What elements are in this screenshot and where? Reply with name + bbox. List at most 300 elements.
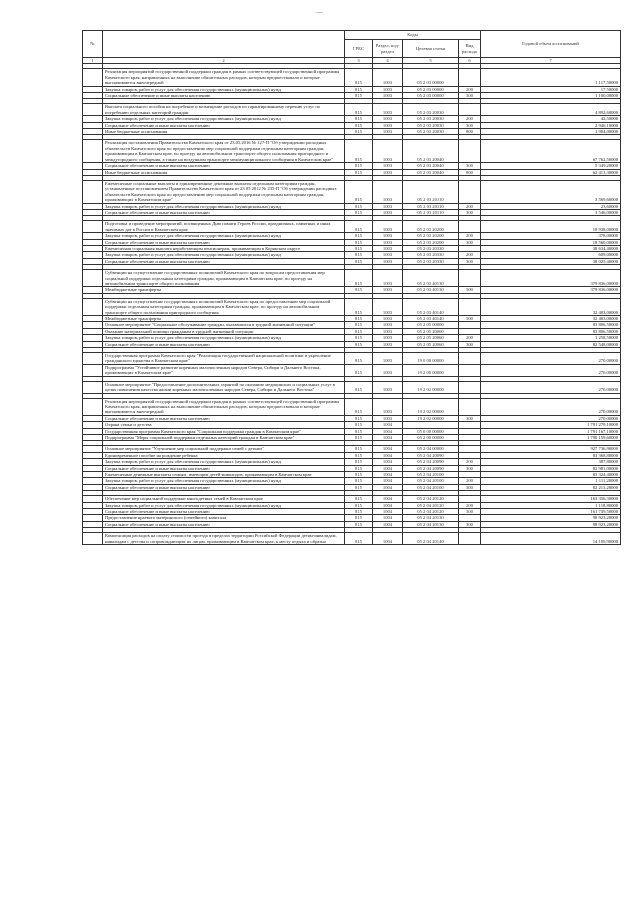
target-article-cell: 05 2 03 20200 xyxy=(403,239,459,245)
razdel-cell: 1004 xyxy=(373,496,403,502)
target-article-cell: 05 2 03 20030 xyxy=(403,104,459,116)
expense-name-cell: Охрана семьи и детства xyxy=(103,422,345,428)
grbs-cell: 815 xyxy=(345,221,373,233)
target-article-cell: 19 2 02 00000 xyxy=(403,398,459,415)
col-header-razdel: Раздел, под-раздел xyxy=(373,40,403,58)
target-article-cell: 05 2 04 20100 xyxy=(403,471,459,477)
col-header-num: № xyxy=(83,31,103,58)
expense-name-cell: Иные бюджетные ассигнования xyxy=(103,169,345,175)
grbs-cell: 815 xyxy=(345,381,373,393)
col-header-sum: Годовой объем ассигнований xyxy=(481,31,621,58)
target-article-cell: 05 2 03 00000 xyxy=(403,69,459,86)
amount-cell: 927 736,90000 xyxy=(481,446,621,452)
grbs-cell: 815 xyxy=(345,287,373,293)
col-index: 1 xyxy=(83,58,103,64)
amount-cell: 270,00000 xyxy=(481,353,621,365)
amount-cell: 83 806,50000 xyxy=(481,322,621,328)
razdel-cell: 1003 xyxy=(373,169,403,175)
col-index: 3 xyxy=(345,58,373,64)
razdel-cell: 1003 xyxy=(373,381,403,393)
expense-type-cell: 800 xyxy=(459,169,481,175)
amount-cell: 1 117,50000 xyxy=(481,69,621,86)
grbs-cell: 815 xyxy=(345,434,373,440)
grbs-cell: 815 xyxy=(345,484,373,490)
razdel-cell: 1003 xyxy=(373,93,403,99)
amount-cell: 32 403,00000 xyxy=(481,298,621,315)
grbs-cell: 815 xyxy=(345,69,373,86)
expense-type-cell: 300 xyxy=(459,521,481,527)
expense-name-cell: Подпрограмма "Устойчивое развитие коренных малочисленных народов Севера, Сибири и Дальнего Востока, проживающих в Камчатском крае" xyxy=(103,364,345,376)
expense-name-cell: Подготовка и проведение мероприятий, посвященных Дню памяти Героев России, праздничных, памятных и иных значимых дат в России и Камчатском крае xyxy=(103,221,345,233)
amount-cell: 1 790 159,60000 xyxy=(481,434,621,440)
razdel-cell: 1003 xyxy=(373,209,403,215)
razdel-cell: 1003 xyxy=(373,316,403,322)
row-number-cell xyxy=(83,69,103,86)
razdel-cell: 1003 xyxy=(373,415,403,421)
grbs-cell: 815 xyxy=(345,446,373,452)
target-article-cell: 05 2 03 20030 xyxy=(403,122,459,128)
target-article-cell: 05 2 04 20130 xyxy=(403,515,459,521)
expense-type-cell xyxy=(459,140,481,163)
amount-cell: 98 923,20000 xyxy=(481,515,621,521)
target-article-cell: 19 0 00 00000 xyxy=(403,353,459,365)
razdel-cell: 1003 xyxy=(373,233,403,239)
col-header-grbs: ГРБС xyxy=(345,40,373,58)
amount-cell: 1 100,00000 xyxy=(481,93,621,99)
expense-type-cell: 300 xyxy=(459,415,481,421)
row-number-cell xyxy=(83,180,103,203)
razdel-cell: 1003 xyxy=(373,322,403,328)
razdel-cell: 1003 xyxy=(373,163,403,169)
expense-name-cell: Закупка товаров, работ и услуг для обеспечения государственных (муниципальных) нужд xyxy=(103,478,345,484)
amount-cell: 270,00000 xyxy=(481,398,621,415)
expense-name-cell: Субвенции на осуществление государственных полномочий Камчатского края по предоставлению мер социальной поддержки отдельным категориям граждан, проживающим в Камчатском крае, по проезду на автомобильном транспорте общего пользования пригородного сообщения xyxy=(103,298,345,315)
target-article-cell: 05 2 03 20110 xyxy=(403,209,459,215)
expense-name-cell: Основное мероприятие "Социальное обслуживание граждан, оказавшихся в трудной жизненной ситуации" xyxy=(103,322,345,328)
expense-name-cell: Подпрограмма "Меры социальной поддержки отдельных категорий граждан в Камчатском крае" xyxy=(103,434,345,440)
expense-type-cell xyxy=(459,381,481,393)
expense-name-cell: Закупка товаров, работ и услуг для обеспечения государственных (муниципальных) нужд xyxy=(103,502,345,508)
expense-type-cell xyxy=(459,104,481,116)
expense-type-cell: 300 xyxy=(459,239,481,245)
target-article-cell: 05 2 04 20120 xyxy=(403,509,459,515)
expense-name-cell: Обеспечение мер социальной поддержки многодетных семей в Камчатском крае xyxy=(103,496,345,502)
amount-cell: 67 762,50000 xyxy=(481,140,621,163)
budget-table xyxy=(82,30,621,545)
target-article-cell: 05 2 03 20040 xyxy=(403,169,459,175)
table-row xyxy=(83,180,621,203)
expense-type-cell xyxy=(459,364,481,376)
amount-cell: 83 368,80000 xyxy=(481,452,621,458)
expense-type-cell: 500 xyxy=(459,316,481,322)
grbs-cell: 815 xyxy=(345,169,373,175)
expense-name-cell: Закупка товаров, работ и услуг для обеспечения государственных (муниципальных) нужд xyxy=(103,252,345,258)
target-article-cell: 05 2 00 00000 xyxy=(403,434,459,440)
col-index: 4 xyxy=(373,58,403,64)
target-article-cell: 05 2 04 20090 xyxy=(403,459,459,465)
col-header-vid: Вид расхода xyxy=(459,40,481,58)
expense-type-cell: 300 xyxy=(459,509,481,515)
amount-cell: 1 111,20000 xyxy=(481,478,621,484)
table-row xyxy=(83,69,621,86)
amount-cell: 32 403,00000 xyxy=(481,316,621,322)
expense-type-cell xyxy=(459,298,481,315)
razdel-cell: 1003 xyxy=(373,86,403,92)
target-article-cell: 05 2 04 20120 xyxy=(403,502,459,508)
row-number-cell xyxy=(83,270,103,287)
amount-cell: 379 836,00000 xyxy=(481,287,621,293)
target-article-cell: 05 2 03 00000 xyxy=(403,86,459,92)
grbs-cell: 815 xyxy=(345,233,373,239)
expense-type-cell: 300 xyxy=(459,209,481,215)
razdel-cell: 1003 xyxy=(373,180,403,203)
amount-cell: 98 923,20000 xyxy=(481,521,621,527)
grbs-cell: 815 xyxy=(345,86,373,92)
razdel-cell: 1004 xyxy=(373,484,403,490)
col-index: 5 xyxy=(403,58,459,64)
row-number-cell xyxy=(83,353,103,365)
expense-name-cell: Основное мероприятие "Улучшение мер социальной поддержки семей с детьми" xyxy=(103,446,345,452)
page-number: — xyxy=(316,8,323,16)
target-article-cell: 05 2 04 20100 xyxy=(403,478,459,484)
expense-name-cell: Реализация мероприятий государственной поддержки граждан в рамках соответствующей государственной программы Камчатского края, направленных на выполнение обязательных расходов, которым предшествовали и которые выплачиваются внеочередной xyxy=(103,398,345,415)
grbs-cell: 815 xyxy=(345,245,373,251)
expense-name-cell: Выплата социального пособия на погребение и возмещение расходов по гарантированному перечню услуг по погребению отдельных категорий граждан xyxy=(103,104,345,116)
expense-type-cell: 200 xyxy=(459,203,481,209)
expense-type-cell: 300 xyxy=(459,93,481,99)
razdel-cell: 1004 xyxy=(373,521,403,527)
target-article-cell: 05 2 03 20030 xyxy=(403,116,459,122)
amount-cell: 387,80000 xyxy=(481,459,621,465)
razdel-cell: 1003 xyxy=(373,221,403,233)
table-row xyxy=(83,353,621,365)
razdel-cell: 1003 xyxy=(373,270,403,287)
grbs-cell: 815 xyxy=(345,163,373,169)
razdel-cell: 1004 xyxy=(373,533,403,545)
amount-cell: 18 938,00000 xyxy=(481,221,621,233)
expense-type-cell: 300 xyxy=(459,163,481,169)
expense-name-cell: Социальное обеспечение и иные выплаты населению xyxy=(103,415,345,421)
amount-cell: 1 791 279,10000 xyxy=(481,422,621,428)
expense-type-cell: 200 xyxy=(459,116,481,122)
expense-name-cell: Предоставление краевого материнского (семейного) капитала xyxy=(103,515,345,521)
razdel-cell: 1003 xyxy=(373,239,403,245)
expense-type-cell xyxy=(459,69,481,86)
grbs-cell: 815 xyxy=(345,93,373,99)
amount-cell: 62 413,30000 xyxy=(481,169,621,175)
grbs-cell: 815 xyxy=(345,496,373,502)
target-article-cell: 19 2 00 00000 xyxy=(403,364,459,376)
target-article-cell: 05 2 05 20060 xyxy=(403,341,459,347)
row-number-cell xyxy=(83,364,103,376)
amount-cell: 609,00000 xyxy=(481,252,621,258)
expense-name-cell: Межбюджетные трансферты xyxy=(103,316,345,322)
target-article-cell: 05 2 03 20040 xyxy=(403,163,459,169)
target-article-cell: 05 2 04 20100 xyxy=(403,484,459,490)
grbs-cell: 815 xyxy=(345,459,373,465)
expense-type-cell xyxy=(459,180,481,203)
razdel-cell: 1004 xyxy=(373,446,403,452)
expense-name-cell: Социальные обеспечение и иные выплаты населению xyxy=(103,93,345,99)
expense-type-cell: 200 xyxy=(459,252,481,258)
target-article-cell: 05 2 03 20040 xyxy=(403,140,459,163)
amount-cell: 83 806,50000 xyxy=(481,328,621,334)
grbs-cell: 815 xyxy=(345,533,373,545)
table-row xyxy=(83,364,621,376)
expense-type-cell: 800 xyxy=(459,129,481,135)
row-number-cell xyxy=(83,221,103,233)
row-number-cell xyxy=(83,533,103,545)
grbs-cell: 815 xyxy=(345,140,373,163)
grbs-cell: 815 xyxy=(345,180,373,203)
target-article-cell: 05 2 03 20330 xyxy=(403,245,459,251)
col-index: 2 xyxy=(103,58,345,64)
amount-cell: 379 836,00000 xyxy=(481,270,621,287)
razdel-cell: 1003 xyxy=(373,69,403,86)
expense-name-cell: Закупка товаров, работ и услуг для обеспечения государственных (муниципальных) нужд xyxy=(103,86,345,92)
expense-name-cell: Субвенции на осуществление государственных полномочий Камчатского края по вопросам предоставления мер социальной поддержки отдельным категориям граждан, проживающим в Камчатском крае, по проезду на автомобильном транспорте общего пользования xyxy=(103,270,345,287)
grbs-cell: 815 xyxy=(345,415,373,421)
col-header-target: Целевая статья xyxy=(403,40,459,58)
target-article-cell: 05 2 03 20200 xyxy=(403,233,459,239)
expense-type-cell: 300 xyxy=(459,465,481,471)
amount-cell: 83 324,40000 xyxy=(481,471,621,477)
amount-cell: 82 548,00000 xyxy=(481,341,621,347)
razdel-cell: 1004 xyxy=(373,428,403,434)
row-number-cell xyxy=(83,140,103,163)
grbs-cell: 815 xyxy=(345,203,373,209)
amount-cell: 18 560,00000 xyxy=(481,239,621,245)
expense-name-cell: Ежемесячные денежные выплаты семьям, имеющим детей-инвалидов, проживающим в Камчатском крае xyxy=(103,471,345,477)
amount-cell: 270,00000 xyxy=(481,381,621,393)
target-article-cell: 19 2 02 00000 xyxy=(403,381,459,393)
target-article-cell: 05 2 05 00000 xyxy=(403,322,459,328)
expense-type-cell: 300 xyxy=(459,341,481,347)
razdel-cell: 1004 xyxy=(373,471,403,477)
expense-name-cell: Социальное обеспечение и иные выплаты населению xyxy=(103,521,345,527)
grbs-cell: 815 xyxy=(345,465,373,471)
razdel-cell: 1003 xyxy=(373,116,403,122)
expense-name-cell: Ежемесячная социальная выплата неработающим пенсионерам, проживающим в Корякском округе xyxy=(103,245,345,251)
expense-type-cell: 300 xyxy=(459,258,481,264)
expense-name-cell: Основное мероприятие "Предоставление дополнительных гарантий по оказанию медицинских и социальных услуг в целях повышения качества жизни коренных малочисленных народов Севера, Сибири и Дальнего Востока" xyxy=(103,381,345,393)
expense-type-cell: 500 xyxy=(459,287,481,293)
target-article-cell: 05 2 03 20030 xyxy=(403,129,459,135)
grbs-cell: 815 xyxy=(345,364,373,376)
amount-cell: 4 892,60000 xyxy=(481,104,621,116)
target-article-cell: 19 2 02 00000 xyxy=(403,415,459,421)
expense-type-cell: 200 xyxy=(459,335,481,341)
target-article-cell: 05 2 03 20330 xyxy=(403,252,459,258)
expense-name-cell: Компенсация расходов на оплату стоимости проезда в пределах территории Российской Федерации детям-инвалидам, инвалидам с детства и сопровождающим их лицам, проживающим в Камчатском крае, к месту отдыха и обратно xyxy=(103,533,345,545)
row-number-cell xyxy=(83,298,103,315)
target-article-cell: 05 0 00 00000 xyxy=(403,428,459,434)
expense-name-cell: Социальное обеспечение и иные выплаты населению xyxy=(103,341,345,347)
razdel-cell: 1003 xyxy=(373,298,403,315)
amount-cell: 1 791 167,10000 xyxy=(481,428,621,434)
grbs-cell: 815 xyxy=(345,471,373,477)
expense-type-cell xyxy=(459,533,481,545)
amount-cell: 1 118,80000 xyxy=(481,502,621,508)
expense-name-cell: Иные бюджетные ассигнования xyxy=(103,129,345,135)
target-article-cell: 05 2 03 20110 xyxy=(403,180,459,203)
grbs-cell: 815 xyxy=(345,428,373,434)
expense-name-cell: Социальное обеспечение и иные выплаты населению xyxy=(103,465,345,471)
amount-cell: 3 546,00000 xyxy=(481,209,621,215)
table-row xyxy=(83,533,621,545)
expense-name-cell: Реализация постановления Правительства Камчатского края от 23.05.2016 № 127-П "Об утверждении расходных обязательств Камчатского края по предоставлению мер социальной поддержки отдельным категориям граждан, проживающим в Камчатском крае, по проезду на автомобильном транспорте общего пользования пригородного и междугородного сообщения, а также на воздушном транспорте межмуниципального сообщения в Камчатском крае" xyxy=(103,140,345,163)
amount-cell: 163 356,30000 xyxy=(481,496,621,502)
grbs-cell: 815 xyxy=(345,298,373,315)
row-number-cell xyxy=(83,104,103,116)
amount-cell: 82 213,20000 xyxy=(481,484,621,490)
expense-name-cell: Закупка товаров, работ и услуг для обеспечения государственных (муниципальных) нужд xyxy=(103,116,345,122)
grbs-cell: 815 xyxy=(345,122,373,128)
target-article-cell: 05 2 04 20130 xyxy=(403,521,459,527)
target-article-cell: 05 2 03 40140 xyxy=(403,298,459,315)
row-number-cell xyxy=(83,398,103,415)
expense-name-cell: Государственная программа Камчатского края "Социальная поддержка граждан в Камчатском крае" xyxy=(103,428,345,434)
amount-cell: 378,00000 xyxy=(481,233,621,239)
grbs-cell: 815 xyxy=(345,270,373,287)
expense-type-cell: 200 xyxy=(459,502,481,508)
razdel-cell: 1003 xyxy=(373,203,403,209)
grbs-cell: 815 xyxy=(345,104,373,116)
target-article-cell: 05 2 05 20060 xyxy=(403,328,459,334)
amount-cell: 3 569,60000 xyxy=(481,180,621,203)
grbs-cell: 815 xyxy=(345,502,373,508)
grbs-cell: 815 xyxy=(345,209,373,215)
razdel-cell: 1004 xyxy=(373,459,403,465)
razdel-cell: 1004 xyxy=(373,465,403,471)
grbs-cell: 815 xyxy=(345,316,373,322)
expense-type-cell xyxy=(459,221,481,233)
grbs-cell: 815 xyxy=(345,239,373,245)
grbs-cell: 815 xyxy=(345,328,373,334)
target-article-cell: 05 2 03 20200 xyxy=(403,221,459,233)
razdel-cell: 1003 xyxy=(373,104,403,116)
grbs-cell: 815 xyxy=(345,353,373,365)
col-header-name xyxy=(103,31,345,58)
table-body xyxy=(83,64,621,545)
razdel-cell: 1003 xyxy=(373,122,403,128)
expense-name-cell: Межбюджетные трансферты xyxy=(103,287,345,293)
razdel-cell: 1003 xyxy=(373,364,403,376)
grbs-cell: 815 xyxy=(345,521,373,527)
razdel-cell: 1003 xyxy=(373,287,403,293)
grbs-cell: 815 xyxy=(345,509,373,515)
grbs-cell: 815 xyxy=(345,322,373,328)
expense-name-cell: Закупка товаров, работ и услуг для обеспечения государственных (муниципальных) нужд xyxy=(103,203,345,209)
table-row xyxy=(83,398,621,415)
target-article-cell: 05 2 04 20120 xyxy=(403,496,459,502)
expense-name-cell: Закупка товаров, работ и услуг для обеспечения государственных (муниципальных) нужд xyxy=(103,335,345,341)
razdel-cell: 1003 xyxy=(373,341,403,347)
expense-type-cell: 300 xyxy=(459,122,481,128)
expense-name-cell: Социальное обеспечение и иные выплаты населению xyxy=(103,239,345,245)
col-index: 6 xyxy=(459,58,481,64)
target-article-cell: 05 2 03 20330 xyxy=(403,258,459,264)
amount-cell: 17,50000 xyxy=(481,86,621,92)
amount-cell: 1 258,50000 xyxy=(481,335,621,341)
expense-name-cell: Социальное обеспечение и иные выплаты населению xyxy=(103,209,345,215)
target-article-cell: 05 2 04 20140 xyxy=(403,533,459,545)
grbs-cell: 815 xyxy=(345,478,373,484)
razdel-cell: 1003 xyxy=(373,129,403,135)
target-article-cell: 05 2 05 20060 xyxy=(403,335,459,341)
razdel-cell: 1003 xyxy=(373,245,403,251)
grbs-cell: 815 xyxy=(345,452,373,458)
expense-name-cell: Единовременное пособие на рождение ребенка xyxy=(103,452,345,458)
amount-cell: 1 904,00000 xyxy=(481,129,621,135)
table-row xyxy=(83,270,621,287)
expense-type-cell: 200 xyxy=(459,86,481,92)
grbs-cell: 815 xyxy=(345,398,373,415)
table-row xyxy=(83,298,621,315)
expense-name-cell: Социальное обеспечение и иные выплаты населению xyxy=(103,484,345,490)
razdel-cell: 1004 xyxy=(373,515,403,521)
row-number-cell xyxy=(83,381,103,393)
amount-cell: 2 946,10000 xyxy=(481,122,621,128)
razdel-cell: 1003 xyxy=(373,335,403,341)
target-article-cell: 05 2 03 00000 xyxy=(403,93,459,99)
amount-cell: 270,00000 xyxy=(481,364,621,376)
grbs-cell: 815 xyxy=(345,129,373,135)
expense-type-cell: 300 xyxy=(459,484,481,490)
target-article-cell: 05 2 04 00000 xyxy=(403,446,459,452)
expense-name-cell: Социальное обеспечение и иные выплаты населению xyxy=(103,122,345,128)
razdel-cell: 1004 xyxy=(373,502,403,508)
amount-cell: 161 739,50000 xyxy=(481,509,621,515)
razdel-cell: 1004 xyxy=(373,452,403,458)
razdel-cell: 1003 xyxy=(373,140,403,163)
grbs-cell: 815 xyxy=(345,515,373,521)
grbs-cell: 815 xyxy=(345,116,373,122)
grbs-cell: 815 xyxy=(345,335,373,341)
amount-cell: 14 109,90000 xyxy=(481,533,621,545)
amount-cell: 82 981,00000 xyxy=(481,465,621,471)
target-article-cell: 05 2 03 40130 xyxy=(403,287,459,293)
amount-cell: 23,60000 xyxy=(481,203,621,209)
table-row xyxy=(83,221,621,233)
razdel-cell: 1004 xyxy=(373,434,403,440)
amount-cell: 38 025,40000 xyxy=(481,258,621,264)
razdel-cell: 1004 xyxy=(373,478,403,484)
expense-name-cell: Закупка товаров, работ и услуг для обеспечения государственных (муниципальных) нужд xyxy=(103,233,345,239)
expense-name-cell: Социальное обеспечение и иные выплаты населению xyxy=(103,163,345,169)
expense-type-cell: 200 xyxy=(459,459,481,465)
expense-type-cell: 200 xyxy=(459,233,481,239)
razdel-cell: 1004 xyxy=(373,422,403,428)
amount-cell: 5 349,20000 xyxy=(481,163,621,169)
razdel-cell: 1003 xyxy=(373,252,403,258)
target-article-cell: 05 2 03 20110 xyxy=(403,203,459,209)
grbs-cell: 815 xyxy=(345,252,373,258)
expense-name-cell: Ежемесячные социальные выплаты и единовременные денежные выплаты отдельным категориям граждан, установленные постановлением Правительства Камчатского края от 23.05.2012 № 235-П "Об утверждении расходных обязательств Камчатского края по предоставлению мер социальной поддержки отдельным категориям граждан, проживающих в Камчатском крае" xyxy=(103,180,345,203)
razdel-cell: 1003 xyxy=(373,258,403,264)
expense-type-cell xyxy=(459,353,481,365)
amount-cell: 38 634,40000 xyxy=(481,245,621,251)
razdel-cell: 1004 xyxy=(373,509,403,515)
target-article-cell: 05 2 04 20090 xyxy=(403,452,459,458)
expense-type-cell xyxy=(459,270,481,287)
expense-name-cell: Социальное обеспечение и иные выплаты населению xyxy=(103,258,345,264)
target-article-cell: 05 2 04 20090 xyxy=(403,465,459,471)
razdel-cell: 1003 xyxy=(373,328,403,334)
col-index: 7 xyxy=(481,58,621,64)
grbs-cell: 815 xyxy=(345,422,373,428)
expense-name-cell: Социальное обеспечение и иные выплаты населению xyxy=(103,509,345,515)
